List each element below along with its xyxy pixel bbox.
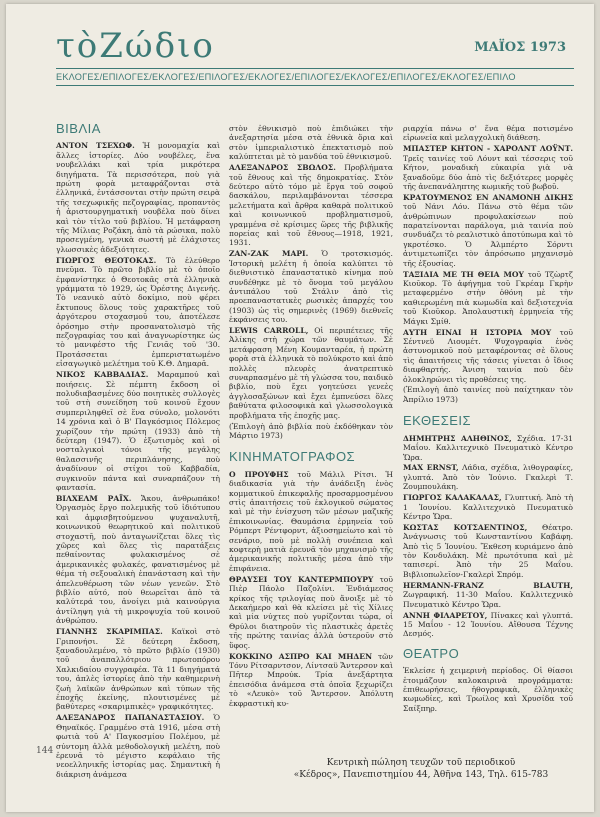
entry-author: LEWIS CARROLL, [229,326,309,336]
page-number: 144 [36,746,54,756]
entry [229,163,393,248]
entry-text: Τρεῖς ταινίες τοῦ Λόυντ καὶ τέσσερις τοῦ Κήτον, μοναδικὴ εὐκαιρία γιὰ νὰ ξαναδοῦμε δύο ἀπὸ τὶς δεξιότερες μορφὲς τῆς ἀνεπανάληπτης κωμικῆς τοῦ βωβοῦ. [403,153,573,191]
entry-text: Καϊκοὶ στὸ Γριπονήσι. Σὲ δεύτερη ἔκδοση, ξαναδουλεμένο, τὸ πρῶτο βιβλίο (1930) τοῦ ἀναπαλλότριου πρωτοπόρου Χαλκιδαίου συγγραφέα. Τὰ 11 διηγήματά του, ἀπλὲς ἱστορίες ἀπὸ τὴν καθημερινὴ ζωὴ λαϊκῶν ἀνθρώπων καὶ τύπων τῆς ἐποχῆς ἐκείνης, πλουτισμένες μὲ βαθύτερες «σκαριμπικὲς» γραφικότητες. [56,627,220,712]
entry [229,652,393,708]
entry [403,523,573,579]
entry-author: ΑΥΤΗ ΕΙΝΑΙ Η ΙΣΤΟΡΙΑ ΜΟΥ [403,327,552,337]
exhibitions-list [403,434,573,639]
entry-author: ΝΙΚΟΣ ΚΑΒΒΑΔΙΑΣ. [56,370,149,380]
entry [56,256,220,369]
section-title-theatre: ΘΕΑΤΡΟ [403,645,460,661]
cinema-list [229,470,393,708]
entry-text: τοῦ Σέντνεϋ Λιουμέτ. Ψυχογραφία ἑνὸς ἀστυνομικοῦ ποὺ μεταφέροντας σὲ ὅλους τὶς ἀπαιτήσεις τῆς τάσεις γίνεται ὁ ἴδιος διαφθαρτής. Ἀνιση ταινία ποὺ δὲν ὁλοκληρώνει τὶς προθέσεις της. [403,327,573,384]
magazine-page [6,4,594,812]
entry-author: ΒΙΛΧΕΛΜ ΡΑΪΧ. [56,493,132,503]
entry [56,370,220,492]
entry-author: ΑΝΝΗ ΦΙΛΑΡΕΤΟΥ, [403,610,488,620]
entry [229,422,393,441]
entry-author: ΚΡΑΤΟΥΜΕΝΟΣ ΕΝ ΑΝΑΜΟΝΗ ΔΙΚΗΣ [403,192,573,202]
entry-text: Ἄκου, ἀνθρωπάκο! Ὀργασμὸς ἔργο πολεμικῆς τοῦ ἰδιότυπου καὶ ἀμφισβητούμενου ψυχαναλυτῆ, κοινωνικοῦ θεωρητικοῦ καὶ πολιτικοῦ στοχαστῆ, ποὺ ἀνταγωνίζεται ὅλες τὶς χῶρες καὶ ὅλες τὶς παρατάξεις πεθαίνοντας φυλακισμένος σὲ ἀμερικανικὲς φυλακές, φανατισμένος μὲ θέμα τὴ σεξουαλικὴ ἐπανάσταση καὶ τὴν ἀπελευθέρωση τῶν νέων γενεῶν. Στὸ βιβλίο αὐτό, ποὺ θεωρεῖται ἀπὸ τὰ καλύτερά του, ἀνοίγει μιὰ καινούργια ἀντίληψη γιὰ τὴ μικροψυχία τοῦ κοινοῦ ἀνθρώπου. [56,493,220,626]
entry-author: ΓΙΩΡΓΟΣ ΘΕΟΤΟΚΑΣ. [56,255,157,265]
entry-author: ΔΗΜΗΤΡΗΣ ΑΛΗΘΙΝΟΣ, [403,433,512,443]
entry [403,666,573,713]
entry-text: Οἱ περιπέτειες τῆς Ἀλίκης στὴ χώρα τῶν θαυμάτων. Σὲ μετάφραση Μένη Κουμανταρέα, ἡ πρώτη φορὰ στὰ ἑλληνικὰ τὸ πολύκροτο καὶ ἀπὸ πολλὲς πλευρὲς ἀνατρεπτικὸ συναρπασμένο μὲ τὴ γλώσσα του, παιδικὸ βιβλίο, ποὺ ἔχει γοητεύσει γενεὲς ἀγγλοσαξώνων καὶ ἔχει ἐμπνεύσει ὅλες βαθύτατα φιλοσοφικὰ καὶ γλωσσολογικὰ προβλήματα τῆς ἐποχῆς μας. [229,326,394,420]
bottom-rule [56,85,574,86]
entry [403,144,573,191]
section-title-books: ΒΙΒΛΙΑ [56,121,101,136]
entry-text: τοῦ Πιὲρ Πάολο Παζολίνι. Ἐνδιάμεσος κρίκος τῆς τριλογίας ποὺ ἄνοιξε μὲ τὸ Δεκαήμερο καὶ θὰ κλείσει μὲ τὶς Χίλιες καὶ μία νύχτες ποὺ γυρίζονται τώρα, οἱ Θρύλοι διατηροῦν τὶς πλαστικὲς ἀρετὲς τῆς πρώτης ταινίας ἀλλὰ ὑστεροῦν στὸ ὕφος. [229,574,393,650]
entry-text: Τὸ ἐλεύθερο πνεῦμα. Τὸ πρῶτο βιβλίο μὲ τὸ ὁποῖο ἐμφανίστηκε ὁ Θεοτοκᾶς στὰ ἑλληνικὰ γράμματα τὸ 1929, ὡς Ὀρέστης Διγενής. Τὸ νεανικὸ αὐτὸ δοκίμιο, ποὺ φέρει ἔκτυπους ὅλους τοὺς χαρακτῆρες τοῦ ἀργότερου στοχασμοῦ του, ἀποτέλεσε ὁρόσημο στὴν προσανατολισμὸ τῆς πεζογραφίας του καὶ ἀναγνωρίστηκε ὡς τὸ μανιφέστο τῆς Γενιᾶς τοῦ '30. Προτάσσεται ἐμπεριστατωμένο εἰσαγωγικὸ μελέτημα τοῦ Κ.Θ. Δημαρᾶ. [56,255,220,369]
entry-text: ριαρχία πάνω σ' ἕνα θέμα ποτισμένο εἰρωνεία καὶ μελαγχολικὴ διάθεση. [403,124,573,143]
column-3 [403,124,573,715]
theatre-list [403,666,573,713]
entry [56,713,220,779]
entry [229,470,393,573]
entry [229,124,393,162]
entry-author: ΑΛΕΞΑΝΔΡΟΣ ΣΒΩΛΟΣ. [229,163,336,173]
magazine-title: τὸΖώδιο [56,26,215,66]
entry-text: τῶν Τόνυ Ρίτσαρντσον, Λίντσαϋ Ἄντερσον καὶ Πῆτερ Μπρούκ. Τρία ἀνεξάρτητα ἐπεισόδια ἀνάμεσα στὰ ὁποῖα ξεχωρίζει τὸ «Λευκὸ» τοῦ Ἄντερσον. Ἀπόλυτη ἐκφραστικὴ κυ- [229,651,393,708]
entry-text: (Ἐπιλογὴ ἀπὸ βιβλία ποὺ ἐκδόθηκαν τὸν Μάρτιο 1973) [229,421,393,440]
entry [403,611,573,639]
entry-author: HERMANN-FRANZ BLAUTH, [403,580,573,590]
entry-text: Θέατρο. Ἀνάγνωσις τοῦ Κωνσταντίνου Καβάφη. Ἀπὸ τὶς 5 Ἰουνίου. Ἔκθεση κυριάμενο ἀπὸ τὸν Κονδυλάκη. Μὲ πρωτότυπα καὶ μὲ ταπισερί. Ἀπὸ τὴν 25 Μαΐου. Βιβλιοπωλεῖον-Γκαλερὶ Σπρόμ. [403,522,573,579]
entry-text: Γλυπτική. Ἀπὸ τὴ 1 Ἰουνίου. Καλλιτεχνικὸ Πνευματικὸ Κέντρο Ὥρα. [403,493,573,521]
footer-line-2: «Κέδρος», Πανεπιστημίου 44, Ἀθῆνα 143, Τηλ. 615-783 [293,770,549,780]
column-2 [229,124,393,709]
entry-author: ΘΡΑΥΣΕΙ ΤΟΥ ΚΑΝΤΕΡΜΠΟΥΡΥ [229,574,374,584]
entry [229,575,393,650]
entry-author: ΚΩΣΤΑΣ ΚΟΤΣΑΕΝΤΙΝΟΣ, [403,522,528,532]
entry-author: ΓΙΩΡΓΟΣ ΚΑΛΑΚΑΛΑΣ, [403,493,502,503]
entry-text: Πίνακες καὶ γλυπτά. 15 Μαΐου - 12 Ἰουνίου. Αἴθουσα Τέχνης Δεσμός. [403,610,573,639]
distribution-footer [256,757,586,781]
books-list [56,141,220,779]
section-title-exhibitions: ΕΚΘΕΣΕΙΣ [403,413,472,429]
entry [403,385,573,404]
entry [403,463,573,491]
entry-text: Ἡ μονομαχία καὶ ἄλλες ἱστορίες. Δύο νουβέλες, ἕνα νουβελλάκι καὶ τρία μικρότερα διηγήματα. Τὰ περισσότερα, ποὺ γιὰ πρώτη φορὰ μεταφράζονται στὰ ἑλληνικά, ἐντάσσονται στὴν πρώτη σειρὰ τῆς τσεχωφικῆς πεζογραφίας, προπαντὸς ἡ ἀριστουργηματικὴ νουβέλα ποὺ δίνει καὶ τὸν τίτλο τοῦ βιβλίου. Ἡ μετάφραση τῆς Μίλιας Ροζάκη, ἀπὸ τὰ ρώσικα, πολὺ προσεγμένη, γενικὰ σωστή μὲ ἐλάχιστες γλωσσικὲς ἀδεξιότητες. [56,141,220,254]
entry [403,193,573,268]
entry-author: ΤΑΞΙΔΙΑ ΜΕ ΤΗ ΘΕΙΑ ΜΟΥ [403,269,524,279]
entry-text: τοῦ Τζὼρτζ Κιοῦκορ. Τὸ ἀφήγημα τοῦ Γκρέαμ Γκρὴν μεταφερμένο στὴν ὀθόνη μὲ τὴν καθιερωμένη πιὰ κωμωδία καὶ δεξιοτεχνία τοῦ Κιοῦκορ. Ἀπολαυστικὴ ἑρμηνεία τῆς Μάγκι Σμίθ. [403,269,573,326]
entry [403,434,573,462]
entry-text: (Ἐπιλογὴ ἀπὸ ταινίες ποὺ παίχτηκαν τὸν Ἀπρίλιο 1973) [403,385,573,404]
cinema-list-continued [403,124,573,404]
entry-text: τοῦ Νάνι Λόυ. Πάνω στὸ θέμα τῶν ἀνθρώπινων προφυλακίσεων ποὺ παρατείνονται παράλογα, μιὰ ταινία ποὺ συνδυάζει τὸ ρεαλιστικὸ ἀποτύπωμα καὶ τὸ γκροτέσκο. Ὁ Ἀλμπέρτο Σόρντι ἀντιμετωπίζει τὸν ἀπρόσωπο μηχανισμὸ τῆς ἐξουσίας. [403,202,573,268]
entry [56,141,220,254]
entry-author: MAX ERNST, [403,463,459,473]
entry-text: Ζωγραφική. 11-30 Μαΐου. Καλλιτεχνικὸ Πνευματικὸ Κέντρο Ὥρα. [403,590,573,609]
entry [56,494,220,626]
footer-line-1: Κεντρικὴ πώληση τευχῶν τοῦ περιοδικοῦ [326,758,516,768]
entry-text: στὸν ἐθνικισμὸ ποὺ ἐπιδιώκει τὴν ἀνεξαρτησία μέσα στὰ ἐθνικὰ ὅρια καὶ στὸν ἰμπεριαλιστικὸ ἐπεκτατισμὸ ποὺ καλύπτεται μὲ τὸ μανδύα τοῦ ἐθνικισμοῦ. [229,124,393,162]
entry [403,581,573,609]
entry [229,326,393,420]
section-title-cinema: ΚΙΝΗΜΑΤΟΓΡΑΦΟΣ [229,449,356,465]
entry [403,270,573,326]
entry-author: ΓΙΑΝΝΗΣ ΣΚΑΡΙΜΠΑΣ. [56,627,163,637]
entry [403,124,573,143]
selections-banner: ΕΚΛΟΓΕΣ/ΕΠΙΛΟΓΕΣ/ΕΚΛΟΓΕΣ/ΕΠΙΛΟΓΕΣ/ΕΚΛΟΓΕΣ/ΕΠΙΛΟΓΕΣ/ΕΚΛΟΓΕΣ/ΕΠΙΛΟΓΕΣ/ΕΚΛΟΓΕΣ/ΕΠΙΛΟ [56,72,516,82]
books-list-continued [229,124,393,440]
entry [403,328,573,384]
column-1 [56,121,220,781]
entry-text: Μαραμπού καὶ ποιήσεις. Σὲ πέμπτη ἔκδοση οἱ πολυδιαβασμένες δύο ποιητικὲς συλλογὲς τοῦ στὴ συνείδηση τοῦ κοινοῦ ἔχουν συμπεριληφθεῖ σὲ ἕνα σύνολο, μολονότι 14 χρόνια καὶ ὁ Β' Παγκόσμιος Πόλεμος χωρίζουν τὴν πρώτη (1933) ἀπὸ τὴ δεύτερη (1947). Ὁ ἐξωτισμὸς καὶ οἱ νοσταλγικοὶ τόνοι τῆς μεγάλης θαλασσινῆς περιπλάνησης, ποὺ ἀναδίνουν οἱ στίχοι τοῦ Καββαδία, συγκινοῦν πάντα καὶ συναρπάζουν τὴ φαντασία. [56,370,220,493]
entry [229,249,393,324]
entry-author: ΑΛΕΞΑΝΔΡΟΣ ΠΑΠΑΝΑΣΤΑΣΙΟΥ. [56,713,205,723]
entry-text: Ὁ τροτσκισμός. Ἱστορικὴ μελέτη ἡ ὁποία καλύπτει τὸ διεθνιστικὸ ἐπαναστατικὸ κίνημα ποὺ συνδέθηκε μὲ τὸ ὄνομα τοῦ μεγάλου ἀντιπάλου τοῦ Στάλιν ἀπὸ τὶς προεπαναστατικὲς ρωσικὲς ἀπαρχές του (1903) ὡς τὶς σημερινὲς (1969) διεθνεῖς ἐκφάνσεις του. [229,249,393,325]
entry-author: ΜΠΑΣΤΕΡ ΚΗΤΟΝ - ΧΑΡΟΛΝΤ ΛΟΫΝΤ. [403,144,573,154]
top-rule [56,68,574,69]
entry-text: τοῦ Μάλιλ Ρίτσι. Ἡ διαδικασία γιὰ τὴν ἀνάδειξη ἑνὸς κομματικοῦ ἐπικεφαλῆς προσαρμοσμένου στὶς ἀπαιτήσεις τοῦ ἐκλογικοῦ σώματος καὶ μὲ τὴν ἐνίσχυση τῶν μέσων μαζικῆς ἐπικοινωνίας. Θαυμάσια ἑρμηνεία τοῦ Ρόμπερτ Ρέντφορντ, ἀξιοσημείωτο καὶ τὸ σενάριο, ποὺ μὲ πολλὴ συνέπεια καὶ κοφτερὴ ματιὰ ἐρευνᾶ τὸν μηχανισμὸ τῆς ἀμερικανικῆς πολιτικῆς μέσα ἀπὸ τὴν ἐπιφάνεια. [229,469,393,573]
issue-date: ΜΑΪΟΣ 1973 [474,40,566,55]
entry-text: Ὁ Θηναϊκός. Γραμμένο στὰ 1916, μέσα στὴ φωτιὰ τοῦ Α' Παγκοσμίου Πολέμου, μὲ σύντομη ἀλλὰ μεθοδολογικὴ μελέτη, ποὺ ἐρευνᾶ τὸ μέγιστο κεφάλαιο τῆς νεοελληνικῆς ἱστορίας μας. Σημαντικὴ ἡ διάκριση ἀνάμεσα [56,713,220,779]
entry-author: ΑΝΤΟΝ ΤΣΕΧΩΦ. [56,141,135,151]
entry [56,627,220,712]
entry-author: ΖΑΝ-ΖΑΚ ΜΑΡΙ. [229,249,309,259]
entry-text: Λάδια, σχέδια, λιθογραφίες, γλυπτά. Ἀπὸ τὸν Ἰούνιο. Γκαλερὶ Τ. Ζουμπουλάκη. [403,463,573,492]
entry-author: Ο ΠΡΟΥΦΗΣ [229,469,289,479]
entry-text: Ἐκλείσε ἡ χειμερινὴ περίοδος. Οἱ θίασοι ἑτοιμάζουν καλοκαιρινὰ προγράμματα: ἐπιθεωρήσεις, ἠθογραφικὰ, ἐλληνικὲς κωμωδίες, καὶ Τρωίλος καὶ Χρυσίδα τοῦ Σαίξπηρ. [403,666,573,713]
entry-text: Σχέδια. 17-31 Μαΐου. Καλλιτεχνικὸ Πνευματικὸ Κέντρο Ὥρα. [403,433,573,462]
entry-author: ΚΟΚΚΙΝΟ ΑΣΠΡΟ ΚΑΙ ΜΗΔΕΝ [229,651,373,661]
entry [403,493,573,521]
entry-text: Προβλήματα τοῦ ἔθνους καὶ τῆς δημοκρατίας. Στὸν δεύτερο αὐτὸ τόμο μὲ ἔργα τοῦ σοφοῦ δασκάλου, περιλαμβάνονται τέσσερα μελετήματα καὶ ἄρθρα καθαρὰ πολιτικοῦ καὶ κοινωνικοῦ προβληματισμοῦ, γραμμένα σὲ κρίσιμες ὥρες τῆς βιβλικῆς πορείας καὶ τοῦ ἔθνους—1918, 1921, 1931. [229,163,393,248]
